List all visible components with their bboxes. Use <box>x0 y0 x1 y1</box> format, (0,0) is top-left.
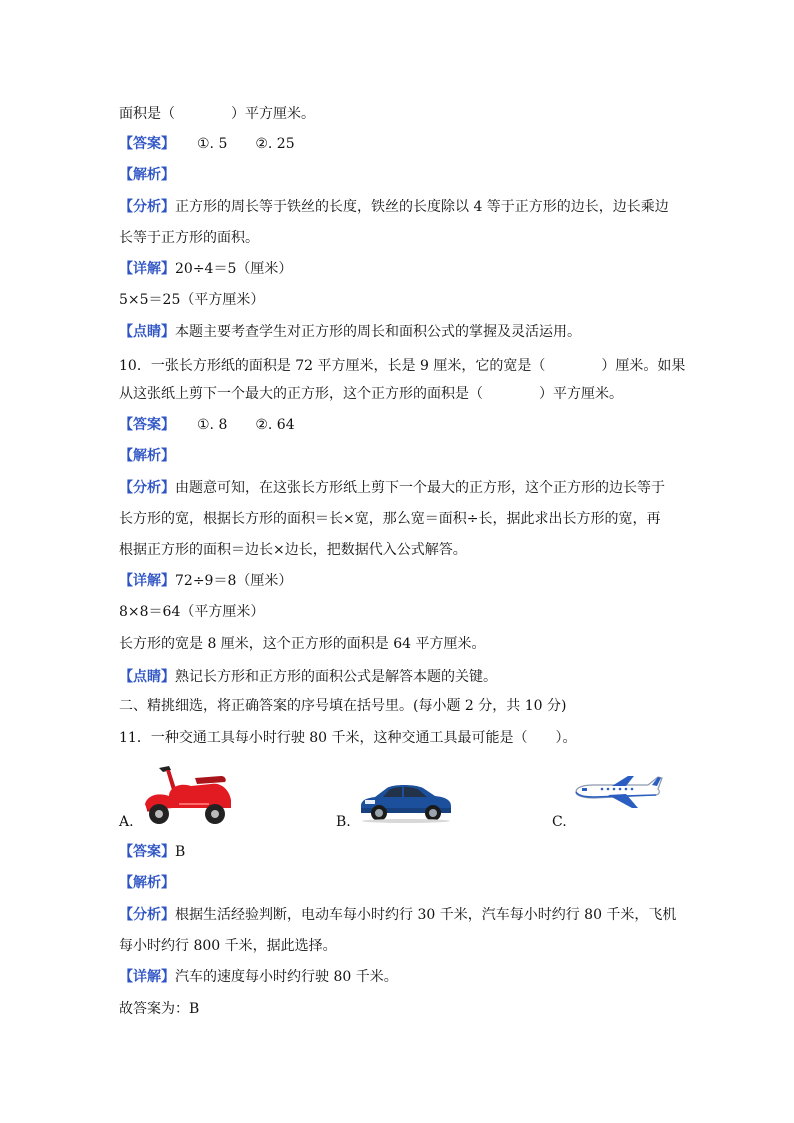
car-icon <box>357 778 453 824</box>
q10-stem-line-1: 10．一张长方形纸的面积是 72 平方厘米，长是 9 厘米，它的宽是（ ）厘米。如果 <box>119 358 686 374</box>
q11-fenxi-line-2: 每小时约行 800 千米，据此选择。 <box>119 938 337 954</box>
fenxi-text: 根据生活经验判断，电动车每小时约行 30 千米，汽车每小时约行 80 千米，飞机 <box>175 907 677 923</box>
q11-fenxi-line-1 <box>119 905 676 925</box>
answer-tag: 【答案】 <box>119 136 175 152</box>
answer-tag: 【答案】 <box>119 844 175 860</box>
section-heading: 二、精挑细选，将正确答案的序号填在括号里。(每小题 2 分，共 10 分) <box>119 698 567 714</box>
option-b-label: B. <box>336 814 351 830</box>
q9-xiangjie-line-1 <box>119 259 292 279</box>
answer-tag: 【答案】 <box>119 417 175 433</box>
q10-fenxi-line-2: 长方形的宽，根据长方形的面积＝长×宽，那么宽＝面积÷长，据此求出长方形的宽，再 <box>119 511 661 527</box>
xiangjie-tag: 【详解】 <box>119 969 175 985</box>
airplane-icon <box>572 774 664 810</box>
q9-xiangjie-line-2: 5×5＝25（平方厘米） <box>119 292 265 308</box>
q9-answer-line <box>119 134 295 154</box>
xiangjie-text: 20÷4＝5（厘米） <box>175 261 293 277</box>
q10-fenxi-line-3: 根据正方形的面积＝边长×边长，把数据代入公式解答。 <box>119 542 467 558</box>
fenxi-text: 正方形的周长等于铁丝的长度，铁丝的长度除以 4 等于正方形的边长，边长乘边 <box>175 199 669 215</box>
q11-answer-line <box>119 842 185 862</box>
q10-fenxi-line-1 <box>119 478 665 498</box>
q9-dianjing-line <box>119 322 581 342</box>
xiangjie-tag: 【详解】 <box>119 573 175 589</box>
q11-conclusion: 故答案为：B <box>119 1001 200 1017</box>
dianjing-tag: 【点睛】 <box>119 324 175 340</box>
analysis-tag: 【解析】 <box>119 167 175 183</box>
xiangjie-text: 72÷9＝8（厘米） <box>175 573 293 589</box>
q10-xiangjie-line-2: 8×8＝64（平方厘米） <box>119 604 265 620</box>
answer-text: ①. 5 ②. 25 <box>197 136 295 152</box>
q9-analysis-heading <box>119 165 175 185</box>
option-c-label: C. <box>552 814 567 830</box>
scooter-icon <box>139 760 237 826</box>
q10-analysis-heading <box>119 446 175 466</box>
q10-stem-line-2: 从这张纸上剪下一个最大的正方形，这个正方形的面积是（ ）平方厘米。 <box>119 386 623 402</box>
q10-xiangjie-line-3: 长方形的宽是 8 厘米，这个正方形的面积是 64 平方厘米。 <box>119 636 486 652</box>
dianjing-text: 本题主要考查学生对正方形的周长和面积公式的掌握及灵活运用。 <box>175 324 581 340</box>
fenxi-tag: 【分析】 <box>119 907 175 923</box>
q10-dianjing-line <box>119 667 497 687</box>
fenxi-tag: 【分析】 <box>119 480 175 496</box>
fenxi-text: 由题意可知，在这张长方形纸上剪下一个最大的正方形，这个正方形的边长等于 <box>175 480 665 496</box>
dianjing-tag: 【点睛】 <box>119 669 175 685</box>
xiangjie-text: 汽车的速度每小时约行驶 80 千米。 <box>175 969 398 985</box>
q10-answer-line <box>119 415 295 435</box>
answer-text: ①. 8 ②. 64 <box>197 417 295 433</box>
q10-xiangjie-line-1 <box>119 571 292 591</box>
xiangjie-tag: 【详解】 <box>119 261 175 277</box>
fenxi-tag: 【分析】 <box>119 199 175 215</box>
option-a-label: A. <box>119 814 134 830</box>
analysis-tag: 【解析】 <box>119 875 175 891</box>
dianjing-text: 熟记长方形和正方形的面积公式是解答本题的关键。 <box>175 669 497 685</box>
q11-analysis-heading <box>119 873 175 893</box>
q11-xiangjie-line-1 <box>119 967 398 987</box>
q9-fenxi-line-1 <box>119 197 669 217</box>
answer-text: B <box>175 844 186 860</box>
analysis-tag: 【解析】 <box>119 448 175 464</box>
q9-tail: 面积是（ ）平方厘米。 <box>119 106 315 122</box>
q9-fenxi-line-2: 长等于正方形的面积。 <box>119 230 259 246</box>
q11-stem: 11．一种交通工具每小时行驶 80 千米，这种交通工具最可能是（ ）。 <box>119 730 577 746</box>
